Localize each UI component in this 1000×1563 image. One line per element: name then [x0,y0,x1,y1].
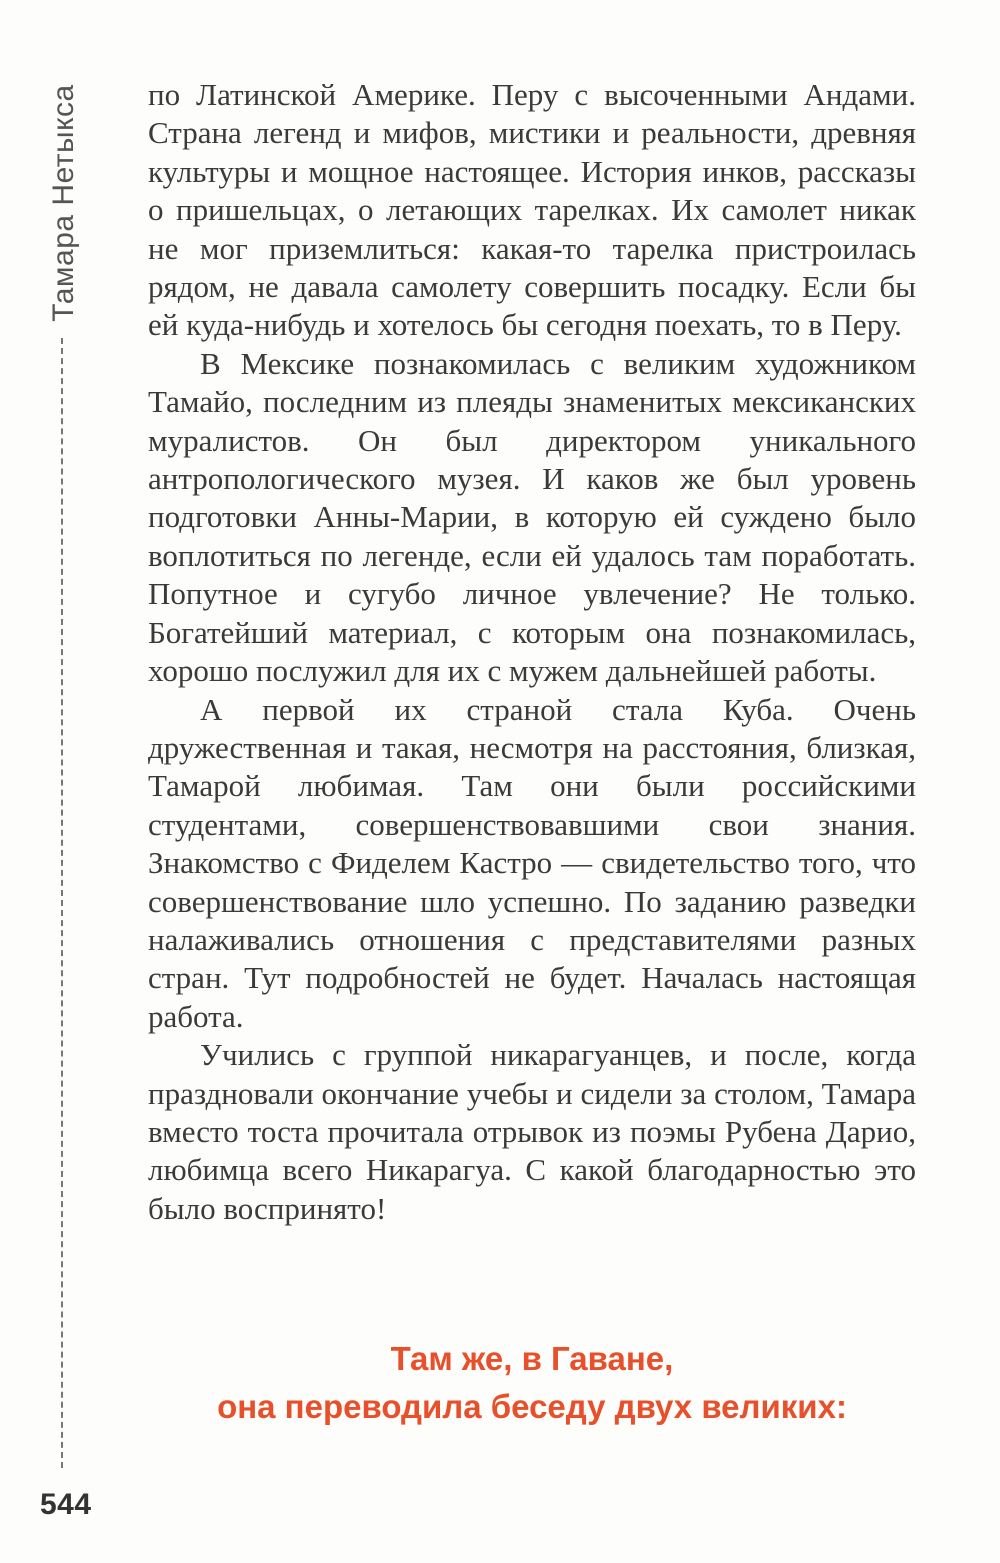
side-dashed-rule [61,338,63,1468]
section-heading [148,1335,916,1431]
running-head-author: Тамара Нетыкса [47,83,80,322]
page-number: 544 [40,1488,92,1521]
paragraph-cuba: А первой их страной стала Куба. Очень дружественная и такая, несмотря на расстояния, близкая, Тамарой любимая. Там они были российскими студентами, совершенствовавшими свои знания. Знакомство с Фиделем Кастро — свидетельство того, что совершенствование шло успешно. По заданию разведки налаживались отношения с представителями разных стран. Тут подробностей не будет. Началась настоящая работа. [148,691,916,1034]
paragraph-mexico: В Мексике познакомилась с великим художником Тамайо, последним из плеяды знаменитых мексиканских муралистов. Он был директором уникального антропологического музея. И каков же был уровень подготовки Анны-Марии, в которую ей суждено было воплотиться по легенде, если ей удалось там поработать. Попутное и сугубо личное увлечение? Не только. Богатейший материал, с которым она познакомилась, хорошо послужил для их с мужем дальнейшей работы. [148,345,916,689]
paragraph-nicaraguans: Учились с группой никарагуанцев, и после, когда праздновали окончание учебы и сидели за столом, Тамара вместо тоста прочитала отрывок из поэмы Рубена Дарио, любимца всего Никарагуа. С какой благодарностью это было воспринято! [148,1037,916,1226]
paragraph-continuation: по Латинской Америке. Перу с высоченными Андами. Страна легенд и мифов, мистики и реальности, древняя культуры и мощное настоящее. История инков, рассказы о пришельцах, о летающих тарелках. Их самолет никак не мог приземлиться: какая-то тарелка пристроилась рядом, не давала самолету совершить посадку. Если бы ей куда-нибудь и хотелось бы сегодня поехать, то в Перу. [148,77,916,343]
section-heading-line-2: она переводила беседу двух великих: [217,1388,847,1425]
running-head [44,80,84,325]
body-text [148,76,916,1228]
section-heading-line-1: Там же, в Гаване, [390,1340,674,1377]
